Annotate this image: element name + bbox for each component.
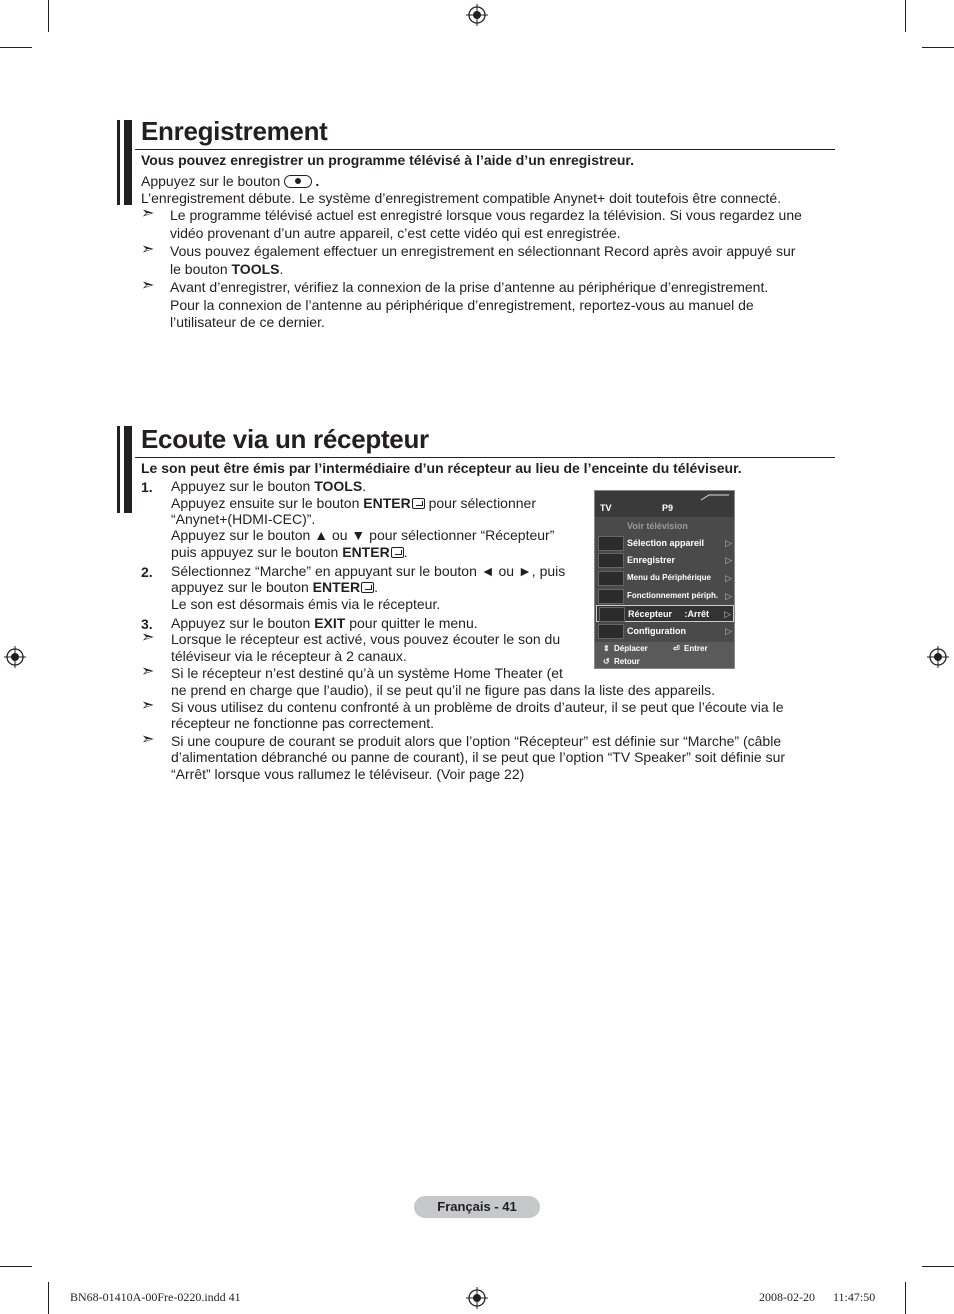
page-number-badge: Français - 41 [414, 1196, 540, 1218]
crop-mark [48, 0, 49, 32]
print-slug-date: 2008-02-20 11:47:50 [759, 1290, 876, 1304]
chevron-right-icon: ▷ [725, 626, 732, 636]
note-arrow-icon: ➣ [141, 731, 155, 748]
step-number: 2. [141, 564, 153, 580]
osd-move-hint: Déplacer [614, 644, 648, 653]
step-line: Appuyez sur le bouton TOOLS. [171, 478, 367, 494]
return-icon: ↺ [603, 657, 610, 666]
note-line: Si une coupure de courant se produit alors que l’option “Récepteur” est définie sur “Marche” (câble [171, 733, 782, 749]
crop-mark [905, 1282, 906, 1314]
chevron-right-icon: ▷ [725, 573, 732, 583]
registration-mark-icon [466, 4, 488, 26]
note-line: d’alimentation débranché ou panne de courant), il se peut que l’option “TV Speaker” soit définie sur [171, 749, 786, 765]
step-line: “Anynet+(HDMI-CEC)”. [171, 511, 316, 527]
operation-thumb-icon [598, 589, 624, 604]
note-arrow-icon: ➣ [141, 205, 155, 222]
anynet-menu-screenshot [594, 490, 735, 669]
crop-mark [0, 1266, 32, 1267]
section-title: Ecoute via un récepteur [141, 424, 429, 454]
note-line: Lorsque le récepteur est activé, vous pouvez écouter le son du [171, 631, 561, 647]
step-line: appuyez sur le bouton ENTER . [171, 579, 378, 595]
print-slug-file: BN68-01410A-00Fre-0220.indd 41 [70, 1290, 241, 1304]
note-line: ne prend en charge que l’audio), il se peut qu’il ne figure pas dans la liste des appareils. [171, 682, 716, 698]
osd-enter-hint: Entrer [684, 644, 708, 653]
step-number: 1. [141, 479, 153, 495]
record-thumb-icon [598, 553, 624, 568]
enter-icon [361, 582, 374, 593]
section-lead: Le son peut être émis par l’intermédiaire d’un récepteur au lieu de l’enceinte du téléviseur. [141, 460, 742, 476]
note-line: l’utilisateur de ce dernier. [170, 314, 325, 330]
menu-thumb-icon [598, 571, 624, 586]
gear-icon [598, 624, 624, 639]
note-arrow-icon: ➣ [141, 277, 155, 294]
crop-mark [48, 1282, 49, 1314]
crop-mark [0, 47, 32, 48]
enter-icon [412, 498, 425, 509]
step-line: Appuyez ensuite sur le bouton ENTER pour sélectionner [171, 495, 536, 511]
section-bar [124, 426, 132, 513]
instruction-line: Appuyez sur le bouton . [141, 173, 320, 189]
updown-arrow-icon: ⇕ [603, 644, 610, 653]
record-button-icon [284, 175, 312, 188]
note-line: téléviseur via le récepteur à 2 canaux. [171, 648, 407, 664]
osd-back-hint: Retour [614, 657, 640, 666]
note-line: “Arrêt” lorsque vous rallumez le téléviseur. (Voir page 22) [171, 766, 525, 782]
chevron-right-icon: ▷ [725, 591, 732, 601]
osd-row: Configuration ▷ [596, 623, 734, 640]
enter-icon [391, 547, 404, 558]
step-line: Appuyez sur le bouton ▲ ou ▼ pour sélectionner “Récepteur” [171, 527, 555, 543]
chevron-right-icon: ▷ [725, 555, 732, 565]
note-line: Avant d’enregistrer, vérifiez la connexion de la prise d’antenne au périphérique d’enregistrement. [170, 279, 769, 295]
instruction-line: L’enregistrement débute. Le système d’enregistrement compatible Anynet+ doit toutefois être connecté. [141, 190, 782, 206]
note-arrow-icon: ➣ [141, 697, 155, 714]
osd-source: TV [600, 503, 612, 513]
section-lead: Vous pouvez enregistrer un programme télévisé à l’aide d’un enregistreur. [141, 152, 635, 168]
crop-mark [905, 0, 906, 32]
osd-row: Fonctionnement périph. ▷ [596, 588, 734, 605]
osd-row-selected: Récepteur :Arrêt ▷ [596, 605, 734, 622]
note-line: Si vous utilisez du contenu confronté à un problème de droits d’auteur, il se peut que l’écoute via le [171, 699, 784, 715]
crop-mark [922, 1266, 954, 1267]
device-thumb-icon [598, 536, 624, 551]
note-line: récepteur ne fonctionne pas correctement. [171, 715, 435, 731]
section-title: Enregistrement [141, 116, 328, 146]
note-line: le bouton TOOLS. [170, 261, 284, 277]
step-number: 3. [141, 616, 153, 632]
anynet-logo-icon [699, 493, 731, 501]
note-arrow-icon: ➣ [141, 663, 155, 680]
osd-row: Sélection appareil ▷ [596, 535, 734, 552]
section-bar [117, 120, 120, 205]
note-line: Si le récepteur n’est destiné qu’à un système Home Theater (et [171, 665, 563, 681]
crop-mark [922, 47, 954, 48]
enter-icon: ⏎ [673, 644, 680, 653]
osd-row: Voir télévision [627, 521, 688, 531]
osd-channel: P9 [662, 503, 674, 513]
receiver-thumb-icon [599, 607, 625, 622]
osd-row: Enregistrer ▷ [596, 552, 734, 569]
step-line: Le son est désormais émis via le récepteur. [171, 596, 441, 612]
note-line: vidéo provenant d’un autre appareil, c’est cette vidéo qui est enregistrée. [170, 225, 621, 241]
chevron-right-icon: ▷ [725, 538, 732, 548]
note-arrow-icon: ➣ [141, 629, 155, 646]
note-line: Pour la connexion de l’antenne au périphérique d’enregistrement, reportez-vous au manuel de [170, 297, 754, 313]
title-rule [135, 457, 835, 458]
note-arrow-icon: ➣ [141, 241, 155, 258]
note-line: Le programme télévisé actuel est enregistré lorsque vous regardez la télévision. Si vous regardez une [170, 207, 802, 223]
chevron-right-icon: ▷ [724, 609, 731, 619]
registration-mark-icon [466, 1287, 488, 1309]
step-line: puis appuyez sur le bouton ENTER . [171, 544, 408, 560]
step-line: Sélectionnez “Marche” en appuyant sur le bouton ◄ ou ►, puis [171, 563, 566, 579]
note-line: Vous pouvez également effectuer un enregistrement en sélectionnant Record après avoir appuyé sur [170, 243, 796, 259]
section-bar [117, 426, 120, 513]
step-line: Appuyez sur le bouton EXIT pour quitter le menu. [171, 615, 478, 631]
section-bar [124, 120, 132, 205]
title-rule [135, 149, 835, 150]
osd-row: Menu du Périphérique ▷ [596, 570, 734, 587]
registration-mark-icon [927, 646, 949, 668]
registration-mark-icon [4, 646, 26, 668]
